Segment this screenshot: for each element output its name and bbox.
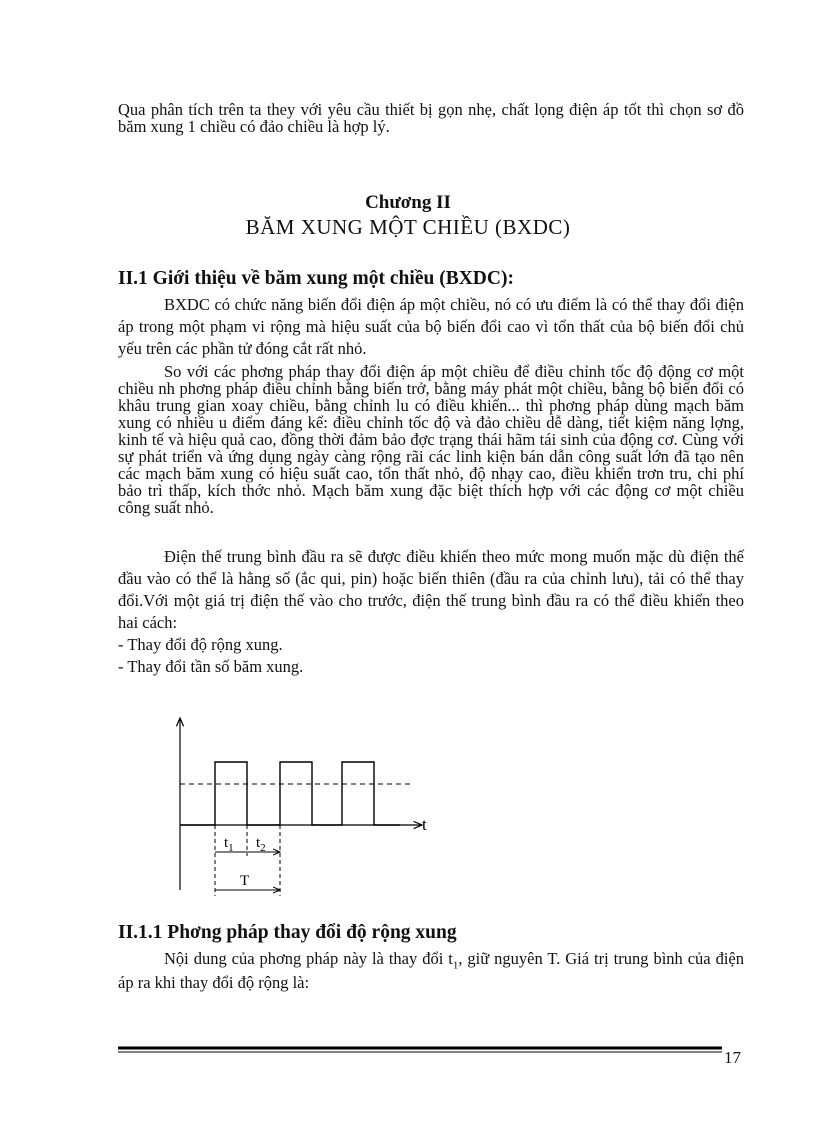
section-heading-pulse-width: II.1.1 Phơng pháp thay đổi độ rộng xung [118, 922, 457, 943]
paragraph-2 [118, 363, 744, 516]
period-label: T [240, 873, 250, 889]
axis-t-label: t [422, 815, 427, 834]
chapter-number: Chương II [365, 192, 451, 213]
intro-paragraph [118, 101, 744, 135]
paragraph-3 [118, 546, 744, 678]
bullet-pulse-width: - Thay đổi độ rộng xung. [118, 635, 283, 654]
section-heading-intro: II.1 Giới thiệu về băm xung một chiều (BXDC): [118, 268, 514, 289]
paragraph-1 [118, 294, 744, 360]
paragraph-1-text: BXDC có chức năng biến đổi điện áp một chiều, nó có ưu điểm là có thể thay đổi điện áp trong một phạm vi rộng mà hiệu suất của bộ biến đổi cao vì tổn thất của bộ biến đổi chủ yếu trên các phần tử đóng cắt rất nhỏ. [118, 295, 744, 358]
bullet-frequency: - Thay đổi tần số băm xung. [118, 657, 304, 676]
footer-rule [118, 1046, 722, 1054]
paragraph-4-text: Nội dung của phơng pháp này là thay đổi $t_1$, giữ nguyên T. Giá trị trung bình của điện áp ra khi thay đổi độ rộng là: [118, 949, 744, 993]
paragraph-4 [118, 950, 744, 991]
pulse-waveform-diagram [160, 710, 440, 900]
intro-text: Qua phân tích trên ta they với yêu cầu thiết bị gọn nhẹ, chất lọng điện áp tốt thì chọn sơ đồ băm xung 1 chiều có đảo chiều là hợp lý. [118, 100, 744, 136]
page-number: 17 [724, 1048, 741, 1067]
t2-label: $t_2$ [256, 835, 266, 854]
paragraph-2-text: So với các phơng pháp thay đổi điện áp một chiều để điều chỉnh tốc độ động cơ một chiều nh phơng pháp điều chỉnh bằng biến trở, bằng máy phát một chiều, bằng bộ biến đổi có khâu trung gian xoay chiều, bằng chỉnh lu có điều khiển... thì phơng pháp dùng mạch băm xung có nhiều u điểm đáng kể: điều chỉnh tốc độ và đảo chiều dễ dàng, tiết kiệm năng lợng, kinh tế và hiệu quả cao, đồng thời đảm bảo đợc trạng thái hãm tái sinh của động cơ. Cùng với sự phát triển và ứng dụng ngày càng rộng rãi các linh kiện bán dẫn công suất lớn đã tạo nên các mạch băm xung có hiệu suất cao, tổn thất nhỏ, độ nhạy cao, điều khiển trơn tru, chi phí bảo trì thấp, kích thớc nhỏ. Mạch băm xung đặc biệt thích hợp với các động cơ một chiều công suất nhỏ. [118, 362, 744, 517]
t1-label: $t_1$ [224, 835, 234, 854]
chapter-title: BĂM XUNG MỘT CHIỀU (BXDC) [245, 215, 571, 239]
pulse-train [180, 762, 400, 825]
paragraph-3-text: Điện thế trung bình đầu ra sẽ được điều khiển theo mức mong muốn mặc dù điện thế đầu vào có thể là hằng số (ắc qui, pin) hoặc biến thiên (đầu ra của chỉnh lưu), tải có thể thay đổi.Với một giá trị điện thế vào cho trước, điện thế trung bình đầu ra có thể điều khiển theo hai cách: [118, 547, 744, 632]
